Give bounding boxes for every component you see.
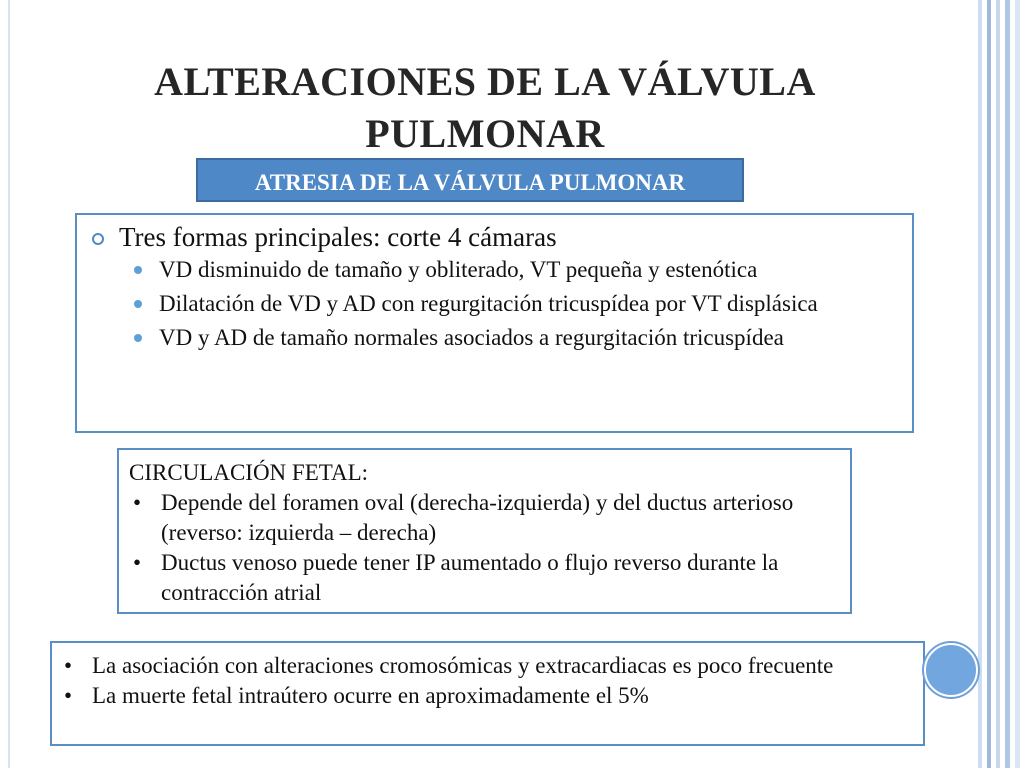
fetal-circulation-item <box>129 488 839 548</box>
forms-list-item-text: VD disminuido de tamaño y obliterado, VT pequeña y estenótica <box>159 257 758 282</box>
association-item-text: La muerte fetal intraútero ocurre en aproximadamente el 5% <box>92 683 649 708</box>
forms-list-item-text: Dilatación de VD y AD con regurgitación tricuspídea por VT displásica <box>159 291 818 316</box>
forms-heading <box>91 221 891 253</box>
forms-heading-text: Tres formas principales: corte 4 cámaras <box>119 222 557 252</box>
slide-title <box>60 56 910 160</box>
forms-list-item <box>119 325 899 350</box>
section-banner <box>196 158 744 202</box>
bullet-dot-icon <box>134 300 142 308</box>
bullet-dot-icon <box>134 266 142 274</box>
fetal-circulation-content <box>129 458 839 608</box>
forms-list-item <box>119 257 899 282</box>
association-list <box>60 651 915 711</box>
bullet-glyph: • <box>64 653 73 678</box>
fetal-circulation-heading: CIRCULACIÓN FETAL: <box>129 460 369 485</box>
left-edge-line <box>8 0 10 768</box>
association-box <box>50 641 925 746</box>
fetal-circulation-item-text: Ductus venoso puede tener IP aumentado o flujo reverso durante la contracción atrial <box>161 550 779 605</box>
forms-list <box>119 257 899 359</box>
association-item <box>60 681 915 711</box>
bullet-glyph: • <box>133 490 142 515</box>
section-banner-label: ATRESIA DE LA VÁLVULA PULMONAR <box>254 170 686 195</box>
forms-list-item-text: VD y AD de tamaño normales asociados a regurgitación tricuspídea <box>159 325 784 350</box>
fetal-circulation-box <box>117 448 852 614</box>
slide-title-line-2: PULMONAR <box>365 111 605 156</box>
association-item-text: La asociación con alteraciones cromosómicas y extracardiacas es poco frecuente <box>92 653 834 678</box>
forms-box <box>75 213 914 433</box>
bullet-glyph: • <box>64 683 73 708</box>
ring-bullet-icon <box>92 233 104 245</box>
fetal-circulation-item-text: Depende del foramen oval (derecha-izquierda) y del ductus arterioso (reverso: izquierda – derecha) <box>161 490 794 545</box>
right-decorative-stripes <box>974 0 1024 768</box>
bullet-dot-icon <box>134 334 142 342</box>
bullet-glyph: • <box>133 550 142 575</box>
forms-list-item <box>119 291 899 316</box>
decorative-circle <box>924 643 978 697</box>
association-item <box>60 651 915 681</box>
fetal-circulation-item <box>129 548 839 608</box>
association-content <box>60 651 915 711</box>
slide-title-line-1: ALTERACIONES DE LA VÁLVULA <box>154 59 816 104</box>
fetal-circulation-list <box>129 488 839 608</box>
